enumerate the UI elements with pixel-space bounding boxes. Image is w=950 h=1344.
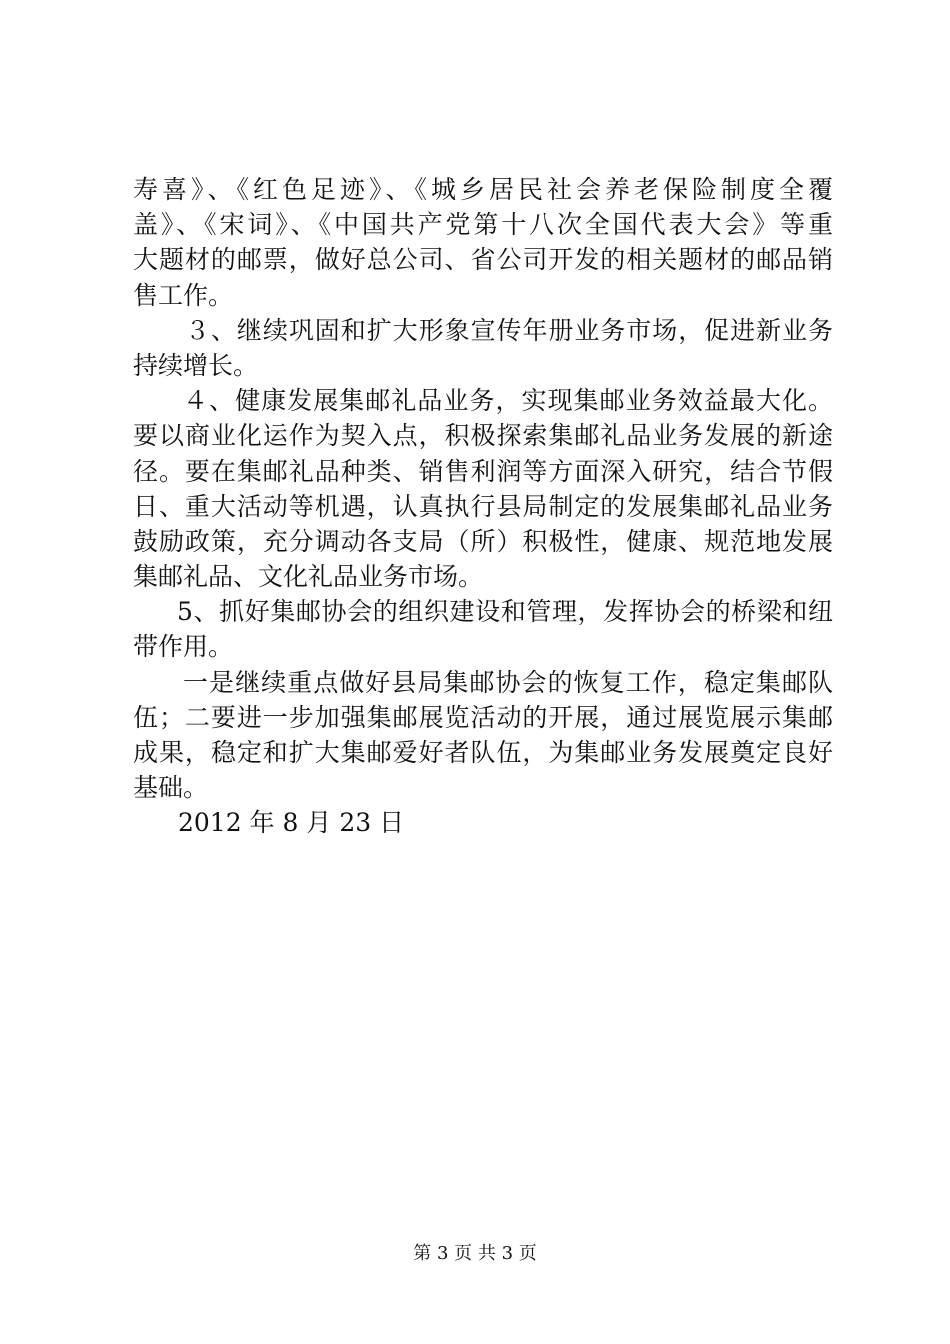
text-line: ３、继续巩固和扩大形象宣传年册业务市场，促进新业务: [185, 315, 833, 345]
text-line: 成果，稳定和扩大集邮爱好者队伍，为集邮业务发展奠定良好: [133, 738, 833, 767]
document-date: 2012 年 8 月 23 日: [178, 808, 405, 838]
text-line: 5、抓好集邮协会的组织建设和管理，发挥协会的桥梁和纽: [177, 597, 833, 627]
text-line: ４、健康发展集邮礼品业务，实现集邮业务效益最大化。: [183, 386, 833, 416]
document-body: [133, 172, 833, 841]
page-footer: 第 3 页 共 3 页: [413, 1243, 537, 1264]
text-line: 径。要在集邮礼品种类、销售利润等方面深入研究，结合节假: [133, 456, 833, 486]
text-line: 大题材的邮票，做好总公司、省公司开发的相关题材的邮品销: [133, 245, 833, 275]
text-line: 伍；二要进一步加强集邮展览活动的开展，通过展览展示集邮: [133, 702, 833, 732]
text-line: 持续增长。: [133, 350, 259, 380]
text-line: 售工作。: [133, 280, 234, 310]
text-line: 带作用。: [133, 632, 234, 662]
text-line: 盖》、《宋词》、《中国共产党第十八次全国代表大会》等重: [133, 210, 833, 240]
text-line: 基础。: [133, 773, 209, 803]
text-line: 寿喜》、《红色足迹》、《城乡居民社会养老保险制度全覆: [133, 175, 833, 204]
text-line: 一是继续重点做好县局集邮协会的恢复工作，稳定集邮队: [183, 667, 833, 697]
text-line: 集邮礼品、文化礼品业务市场。: [133, 562, 484, 592]
text-line: 鼓励政策，充分调动各支局（所）积极性，健康、规范地发展: [133, 526, 833, 556]
text-line: 日、重大活动等机遇，认真执行县局制定的发展集邮礼品业务: [133, 491, 833, 521]
text-line: 要以商业化运作为契入点，积极探索集邮礼品业务发展的新途: [133, 421, 833, 451]
